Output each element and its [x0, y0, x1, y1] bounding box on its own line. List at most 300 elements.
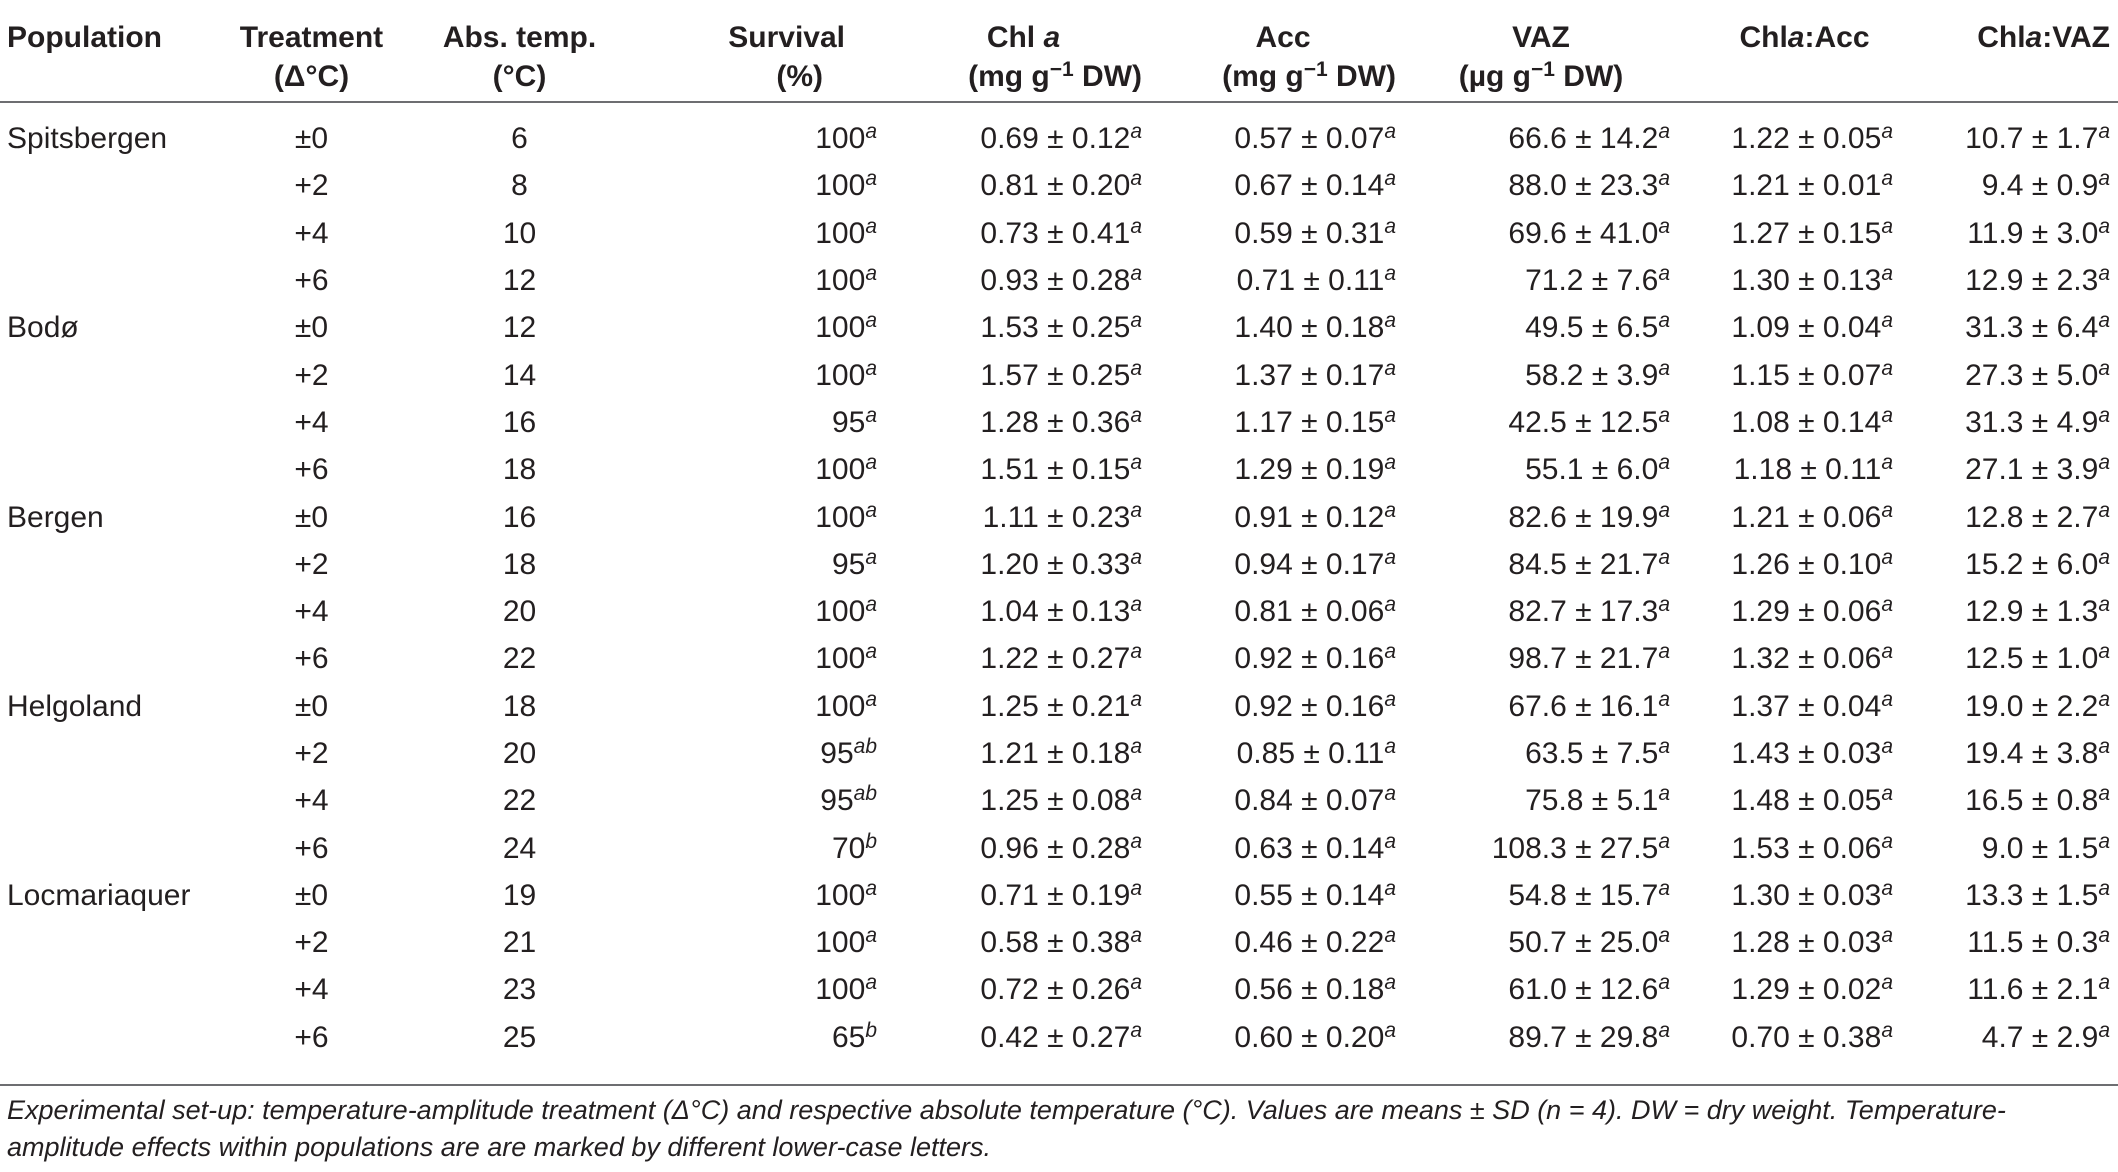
significance-letter: a — [2098, 309, 2110, 333]
significance-letter: a — [1881, 593, 1893, 617]
cell-population — [0, 777, 217, 824]
significance-letter: a — [865, 167, 877, 191]
cell-chl-a: 1.57 ± 0.25$^a$ — [980, 356, 1142, 392]
cell-vaz: 49.5 ± 6.5$^a$ — [1525, 309, 1670, 345]
cell-chla-acc: 1.30 ± 0.03$^a$ — [1731, 876, 1893, 912]
significance-letter: a — [1881, 829, 1893, 853]
cell-abs-temp: 12 — [502, 311, 537, 345]
cell-vaz: 42.5 ± 12.5$^a$ — [1508, 403, 1670, 439]
cell-treatment: +4 — [294, 973, 329, 1007]
table-row — [0, 635, 2118, 682]
cell-vaz: 67.6 ± 16.1$^a$ — [1508, 687, 1670, 723]
cell-abs-temp: 23 — [502, 973, 537, 1007]
significance-letter: a — [2098, 735, 2110, 758]
significance-letter: a — [2098, 924, 2110, 948]
table-footnote: Experimental set-up: temperature-amplitude treatment (Δ°C) and respective absolute temperature (°C). Values are means ± SD (n = 4). DW = dry weight. Temperature-amplitude effects within populations are are marked by different lower-case letters. — [0, 1084, 2118, 1166]
cell-acc: 0.91 ± 0.12$^a$ — [1234, 498, 1396, 534]
significance-letter: a — [1384, 309, 1396, 333]
cell-survival: 100$^a$ — [815, 262, 877, 298]
cell-acc: 0.84 ± 0.07$^a$ — [1234, 782, 1396, 818]
significance-letter: a — [2098, 403, 2110, 427]
cell-treatment: ±0 — [294, 878, 329, 912]
significance-letter: a — [1384, 167, 1396, 191]
cell-chl-a: 1.25 ± 0.21$^a$ — [980, 687, 1142, 723]
significance-letter: a — [1658, 403, 1670, 427]
col-header-treatment: Treatment (Δ°C) — [239, 21, 384, 93]
cell-abs-temp: 12 — [502, 264, 537, 298]
significance-letter: a — [1384, 924, 1396, 948]
cell-vaz: 82.7 ± 17.3$^a$ — [1508, 593, 1670, 629]
cell-chla-acc: 1.28 ± 0.03$^a$ — [1731, 924, 1893, 960]
cell-chla-acc: 1.08 ± 0.14$^a$ — [1731, 403, 1893, 439]
significance-letter: a — [1384, 120, 1396, 144]
cell-chla-acc: 1.29 ± 0.06$^a$ — [1731, 593, 1893, 629]
significance-letter: a — [1881, 640, 1893, 664]
cell-survival: 100$^a$ — [815, 451, 877, 487]
cell-chla-vaz: 12.9 ± 2.3$^a$ — [1965, 262, 2110, 298]
cell-abs-temp: 6 — [511, 122, 528, 156]
significance-letter: a — [865, 214, 877, 238]
cell-acc: 0.63 ± 0.14$^a$ — [1234, 829, 1396, 865]
cell-chla-acc: 1.29 ± 0.02$^a$ — [1731, 971, 1893, 1007]
significance-letter: a — [2098, 1018, 2110, 1042]
cell-abs-temp: 22 — [502, 784, 537, 818]
cell-acc: 0.59 ± 0.31$^a$ — [1234, 214, 1396, 250]
cell-abs-temp: 18 — [502, 689, 537, 723]
cell-treatment: +4 — [294, 784, 329, 818]
significance-letter: a — [1384, 640, 1396, 664]
significance-letter: a — [1130, 782, 1142, 806]
significance-letter: a — [1384, 735, 1396, 758]
table-row — [0, 730, 2118, 777]
cell-acc: 0.92 ± 0.16$^a$ — [1234, 640, 1396, 676]
significance-letter: a — [1130, 214, 1142, 238]
significance-letter: a — [1130, 309, 1142, 333]
significance-letter: a — [1384, 545, 1396, 569]
significance-letter: a — [1384, 403, 1396, 427]
significance-letter: a — [1658, 593, 1670, 617]
col-header-survival: Survival (%) — [728, 21, 845, 93]
cell-treatment: ±0 — [294, 500, 329, 534]
table-row — [0, 777, 2118, 824]
col-header-acc: Acc (mg $g^{-1}$ DW) — [1222, 21, 1396, 93]
significance-letter: a — [1658, 498, 1670, 522]
significance-letter: a — [865, 924, 877, 948]
cell-survival: 100$^a$ — [815, 924, 877, 960]
cell-survival: 100$^a$ — [815, 309, 877, 345]
cell-chla-acc: 0.70 ± 0.38$^a$ — [1731, 1018, 1893, 1054]
cell-acc: 0.56 ± 0.18$^a$ — [1234, 971, 1396, 1007]
cell-survival: 100$^a$ — [815, 356, 877, 392]
cell-vaz: 108.3 ± 27.5$^a$ — [1491, 829, 1670, 865]
significance-letter: a — [1881, 876, 1893, 900]
significance-letter: a — [1881, 1018, 1893, 1042]
cell-treatment: +6 — [294, 642, 329, 676]
cell-chla-acc: 1.48 ± 0.05$^a$ — [1731, 782, 1893, 818]
table-row — [0, 446, 2118, 493]
significance-letter: a — [865, 545, 877, 569]
table-row — [0, 966, 2118, 1013]
cell-chl-a: 1.20 ± 0.33$^a$ — [980, 545, 1142, 581]
table-row — [0, 588, 2118, 635]
significance-letter: a — [865, 120, 877, 144]
table-row — [0, 304, 2118, 351]
significance-letter: ab — [853, 735, 877, 758]
significance-letter: a — [1881, 924, 1893, 948]
significance-letter: a — [1658, 640, 1670, 664]
significance-letter: a — [1881, 262, 1893, 286]
cell-abs-temp: 19 — [502, 878, 537, 912]
cell-vaz: 61.0 ± 12.6$^a$ — [1508, 971, 1670, 1007]
cell-chla-vaz: 27.3 ± 5.0$^a$ — [1965, 356, 2110, 392]
cell-acc: 1.29 ± 0.19$^a$ — [1234, 451, 1396, 487]
cell-chla-vaz: 31.3 ± 4.9$^a$ — [1965, 403, 2110, 439]
significance-letter: a — [2098, 262, 2110, 286]
cell-chla-vaz: 9.0 ± 1.5$^a$ — [1981, 829, 2110, 865]
table-row — [0, 351, 2118, 398]
significance-letter: a — [1658, 545, 1670, 569]
cell-treatment: +6 — [294, 453, 329, 487]
cell-population — [0, 399, 217, 446]
cell-population: Bergen — [7, 500, 104, 534]
cell-chl-a: 0.58 ± 0.38$^a$ — [980, 924, 1142, 960]
significance-letter: a — [1384, 356, 1396, 380]
cell-treatment: +2 — [294, 547, 329, 581]
cell-abs-temp: 14 — [502, 358, 537, 392]
table-row — [0, 919, 2118, 966]
cell-chla-vaz: 11.6 ± 2.1$^a$ — [1967, 971, 2110, 1007]
cell-chla-vaz: 12.5 ± 1.0$^a$ — [1965, 640, 2110, 676]
cell-chl-a: 1.04 ± 0.13$^a$ — [980, 593, 1142, 629]
cell-population: Helgoland — [7, 689, 143, 723]
cell-chla-acc: 1.37 ± 0.04$^a$ — [1731, 687, 1893, 723]
cell-survival: 95$^a$ — [831, 545, 877, 581]
significance-letter: a — [2098, 782, 2110, 806]
cell-chl-a: 1.11 ± 0.23$^a$ — [982, 498, 1142, 534]
cell-acc: 0.92 ± 0.16$^a$ — [1234, 687, 1396, 723]
cell-vaz: 75.8 ± 5.1$^a$ — [1525, 782, 1670, 818]
cell-chl-a: 0.69 ± 0.12$^a$ — [980, 120, 1142, 156]
cell-chl-a: 1.25 ± 0.08$^a$ — [980, 782, 1142, 818]
cell-survival: 100$^a$ — [815, 971, 877, 1007]
significance-letter: a — [2098, 829, 2110, 853]
cell-population — [0, 966, 217, 1013]
cell-population — [0, 730, 217, 777]
cell-chl-a: 1.51 ± 0.15$^a$ — [980, 451, 1142, 487]
cell-survival: 100$^a$ — [815, 167, 877, 203]
significance-letter: a — [865, 593, 877, 617]
significance-letter: a — [1130, 924, 1142, 948]
significance-letter: a — [1658, 120, 1670, 144]
significance-letter: a — [1130, 876, 1142, 900]
significance-letter: a — [1130, 451, 1142, 475]
table-body — [0, 102, 2118, 1061]
significance-letter: a — [1130, 1018, 1142, 1042]
significance-letter: a — [1384, 971, 1396, 995]
significance-letter: a — [2098, 167, 2110, 191]
significance-letter: a — [1881, 403, 1893, 427]
cell-chla-acc: 1.32 ± 0.06$^a$ — [1731, 640, 1893, 676]
cell-acc: 0.85 ± 0.11$^a$ — [1236, 735, 1396, 770]
cell-chl-a: 0.42 ± 0.27$^a$ — [980, 1018, 1142, 1054]
cell-chla-vaz: 12.8 ± 2.7$^a$ — [1965, 498, 2110, 534]
significance-letter: a — [1130, 640, 1142, 664]
cell-chla-vaz: 10.7 ± 1.7$^a$ — [1965, 120, 2110, 156]
table-row — [0, 541, 2118, 588]
significance-letter: a — [1130, 356, 1142, 380]
cell-survival: 100$^a$ — [815, 640, 877, 676]
cell-population — [0, 588, 217, 635]
cell-chla-vaz: 9.4 ± 0.9$^a$ — [1981, 167, 2110, 203]
cell-abs-temp: 22 — [502, 642, 537, 676]
table-row — [0, 162, 2118, 209]
significance-letter: a — [2098, 876, 2110, 900]
cell-chla-acc: 1.21 ± 0.06$^a$ — [1731, 498, 1893, 534]
cell-treatment: +6 — [294, 264, 329, 298]
cell-survival: 65$^b$ — [831, 1018, 877, 1054]
cell-treatment: +2 — [294, 358, 329, 392]
cell-treatment: +2 — [294, 926, 329, 960]
cell-chla-vaz: 31.3 ± 6.4$^a$ — [1965, 309, 2110, 345]
cell-abs-temp: 16 — [502, 500, 537, 534]
cell-acc: 0.94 ± 0.17$^a$ — [1234, 545, 1396, 581]
significance-letter: a — [1130, 687, 1142, 711]
cell-chl-a: 1.28 ± 0.36$^a$ — [980, 403, 1142, 439]
cell-population — [0, 919, 217, 966]
header-row — [0, 0, 2118, 102]
significance-letter: a — [1658, 262, 1670, 286]
significance-letter: a — [1881, 782, 1893, 806]
significance-letter: a — [2098, 356, 2110, 380]
significance-letter: a — [1130, 120, 1142, 144]
cell-vaz: 66.6 ± 14.2$^a$ — [1508, 120, 1670, 156]
cell-survival: 100$^a$ — [815, 687, 877, 723]
cell-acc: 0.60 ± 0.20$^a$ — [1234, 1018, 1396, 1054]
cell-chla-acc: 1.22 ± 0.05$^a$ — [1731, 120, 1893, 156]
significance-letter: a — [1658, 924, 1670, 948]
cell-abs-temp: 10 — [502, 216, 537, 250]
significance-letter: a — [2098, 498, 2110, 522]
significance-letter: b — [865, 1018, 877, 1042]
significance-letter: a — [1130, 735, 1142, 758]
cell-abs-temp: 18 — [502, 547, 537, 581]
cell-vaz: 84.5 ± 21.7$^a$ — [1508, 545, 1670, 581]
significance-letter: a — [1658, 309, 1670, 333]
col-header-vaz: VAZ (µg $g^{-1}$ DW) — [1458, 21, 1624, 93]
significance-letter: a — [865, 687, 877, 711]
significance-letter: a — [1658, 876, 1670, 900]
cell-acc: 1.40 ± 0.18$^a$ — [1234, 309, 1396, 345]
significance-letter: a — [865, 451, 877, 475]
cell-survival: 100$^a$ — [815, 593, 877, 629]
significance-letter: a — [1881, 120, 1893, 144]
cell-treatment: ±0 — [294, 311, 329, 345]
cell-survival: 100$^a$ — [815, 876, 877, 912]
significance-letter: a — [1881, 356, 1893, 380]
table-row — [0, 1014, 2118, 1061]
significance-letter: b — [865, 829, 877, 853]
cell-abs-temp: 21 — [502, 926, 537, 960]
cell-vaz: 55.1 ± 6.0$^a$ — [1525, 451, 1670, 487]
cell-population — [0, 1014, 217, 1061]
cell-survival: 100$^a$ — [815, 120, 877, 156]
cell-treatment: +6 — [294, 1020, 329, 1054]
significance-letter: a — [1658, 451, 1670, 475]
significance-letter: a — [2098, 214, 2110, 238]
significance-letter: a — [1130, 593, 1142, 617]
cell-acc: 0.46 ± 0.22$^a$ — [1234, 924, 1396, 960]
cell-chla-vaz: 16.5 ± 0.8$^a$ — [1965, 782, 2110, 818]
cell-abs-temp: 18 — [502, 453, 537, 487]
significance-letter: a — [2098, 971, 2110, 995]
cell-acc: 1.17 ± 0.15$^a$ — [1234, 403, 1396, 439]
cell-chl-a: 0.81 ± 0.20$^a$ — [980, 167, 1142, 203]
cell-treatment: +2 — [294, 169, 329, 203]
cell-acc: 0.71 ± 0.11$^a$ — [1236, 262, 1396, 298]
cell-chla-vaz: 19.0 ± 2.2$^a$ — [1965, 687, 2110, 723]
significance-letter: ab — [853, 782, 877, 806]
significance-letter: a — [1881, 735, 1893, 758]
significance-letter: a — [1130, 829, 1142, 853]
significance-letter: a — [865, 403, 877, 427]
cell-vaz: 50.7 ± 25.0$^a$ — [1508, 924, 1670, 960]
cell-abs-temp: 8 — [511, 169, 528, 203]
cell-population: Locmariaquer — [7, 878, 191, 912]
cell-population — [0, 257, 217, 304]
cell-chla-acc: 1.26 ± 0.10$^a$ — [1731, 545, 1893, 581]
cell-chl-a: 1.53 ± 0.25$^a$ — [980, 309, 1142, 345]
significance-letter: a — [1384, 687, 1396, 711]
cell-vaz: 88.0 ± 23.3$^a$ — [1508, 167, 1670, 203]
cell-population — [0, 351, 217, 398]
cell-chl-a: 0.96 ± 0.28$^a$ — [980, 829, 1142, 865]
cell-acc: 0.57 ± 0.07$^a$ — [1234, 120, 1396, 156]
cell-chla-acc: 1.18 ± 0.11$^a$ — [1733, 451, 1893, 487]
cell-vaz: 71.2 ± 7.6$^a$ — [1525, 262, 1670, 298]
significance-letter: a — [1881, 167, 1893, 191]
cell-abs-temp: 24 — [502, 831, 537, 865]
cell-vaz: 54.8 ± 15.7$^a$ — [1508, 876, 1670, 912]
table-row — [0, 257, 2118, 304]
cell-chl-a: 0.72 ± 0.26$^a$ — [980, 971, 1142, 1007]
cell-chl-a: 0.71 ± 0.19$^a$ — [980, 876, 1142, 912]
significance-letter: a — [1658, 971, 1670, 995]
significance-letter: a — [1130, 971, 1142, 995]
significance-letter: a — [865, 356, 877, 380]
col-header-chla-acc: Chla:Acc — [1739, 21, 1870, 54]
significance-letter: a — [1384, 876, 1396, 900]
cell-vaz: 89.7 ± 29.8$^a$ — [1508, 1018, 1670, 1054]
cell-survival: $95^{ab}$ — [820, 735, 877, 770]
significance-letter: a — [1384, 593, 1396, 617]
cell-chla-acc: 1.09 ± 0.04$^a$ — [1731, 309, 1893, 345]
cell-treatment: +2 — [294, 737, 329, 770]
cell-chla-vaz: 11.9 ± 3.0$^a$ — [1967, 214, 2110, 250]
significance-letter: a — [865, 640, 877, 664]
significance-letter: a — [1384, 498, 1396, 522]
significance-letter: a — [1384, 214, 1396, 238]
significance-letter: a — [2098, 120, 2110, 144]
cell-chla-vaz: 12.9 ± 1.3$^a$ — [1965, 593, 2110, 629]
cell-chl-a: 0.93 ± 0.28$^a$ — [980, 262, 1142, 298]
cell-chl-a: 1.22 ± 0.27$^a$ — [980, 640, 1142, 676]
significance-letter: a — [1384, 451, 1396, 475]
cell-acc: 0.81 ± 0.06$^a$ — [1234, 593, 1396, 629]
cell-vaz: 82.6 ± 19.9$^a$ — [1508, 498, 1670, 534]
cell-chla-vaz: 15.2 ± 6.0$^a$ — [1965, 545, 2110, 581]
significance-letter: a — [1881, 498, 1893, 522]
table-row — [0, 210, 2118, 257]
significance-letter: a — [865, 309, 877, 333]
cell-treatment: +4 — [294, 216, 329, 250]
table-row — [0, 102, 2118, 162]
col-header-population: Population — [7, 21, 162, 54]
cell-abs-temp: 25 — [502, 1020, 537, 1054]
cell-treatment: +4 — [294, 595, 329, 629]
significance-letter: a — [1384, 829, 1396, 853]
cell-survival: 70$^b$ — [831, 829, 877, 865]
table-row — [0, 493, 2118, 540]
cell-abs-temp: 20 — [502, 737, 537, 770]
cell-chla-acc: 1.15 ± 0.07$^a$ — [1731, 356, 1893, 392]
cell-survival: $95^{ab}$ — [820, 782, 877, 818]
cell-vaz: 98.7 ± 21.7$^a$ — [1508, 640, 1670, 676]
cell-chl-a: 1.21 ± 0.18$^a$ — [980, 735, 1142, 770]
significance-letter: a — [1881, 971, 1893, 995]
significance-letter: a — [1130, 262, 1142, 286]
significance-letter: a — [1384, 782, 1396, 806]
significance-letter: a — [2098, 545, 2110, 569]
cell-treatment: +4 — [294, 405, 329, 439]
cell-survival: 100$^a$ — [815, 214, 877, 250]
cell-vaz: 63.5 ± 7.5$^a$ — [1525, 735, 1670, 770]
cell-population: Bodø — [7, 311, 79, 345]
significance-letter: a — [865, 498, 877, 522]
table-row — [0, 824, 2118, 871]
cell-acc: 1.37 ± 0.17$^a$ — [1234, 356, 1396, 392]
cell-chl-a: 0.73 ± 0.41$^a$ — [980, 214, 1142, 250]
significance-letter: a — [1130, 545, 1142, 569]
cell-treatment: ±0 — [294, 122, 329, 156]
col-header-chl-a: Chl a (mg $g^{-1}$ DW) — [968, 21, 1142, 93]
cell-chla-acc: 1.30 ± 0.13$^a$ — [1731, 262, 1893, 298]
cell-population — [0, 635, 217, 682]
cell-population: Spitsbergen — [7, 122, 168, 156]
significance-letter: a — [1130, 403, 1142, 427]
significance-letter: a — [1384, 262, 1396, 286]
cell-chla-acc: 1.27 ± 0.15$^a$ — [1731, 214, 1893, 250]
significance-letter: a — [2098, 687, 2110, 711]
cell-survival: 100$^a$ — [815, 498, 877, 534]
cell-chla-vaz: 4.7 ± 2.9$^a$ — [1981, 1018, 2110, 1054]
table-row — [0, 872, 2118, 919]
significance-letter: a — [2098, 593, 2110, 617]
significance-letter: a — [1130, 498, 1142, 522]
significance-letter: a — [865, 971, 877, 995]
col-header-chla-vaz: Chla:VAZ — [1977, 21, 2110, 54]
significance-letter: a — [1658, 687, 1670, 711]
significance-letter: a — [1881, 687, 1893, 711]
cell-abs-temp: 16 — [502, 405, 537, 439]
table-row — [0, 399, 2118, 446]
significance-letter: a — [1658, 735, 1670, 758]
col-header-abs-temp: Abs. temp. (°C) — [442, 21, 597, 93]
significance-letter: a — [2098, 451, 2110, 475]
cell-chla-vaz: 11.5 ± 0.3$^a$ — [1967, 924, 2110, 960]
cell-treatment: +6 — [294, 831, 329, 865]
cell-vaz: 69.6 ± 41.0$^a$ — [1508, 214, 1670, 250]
cell-population — [0, 541, 217, 588]
